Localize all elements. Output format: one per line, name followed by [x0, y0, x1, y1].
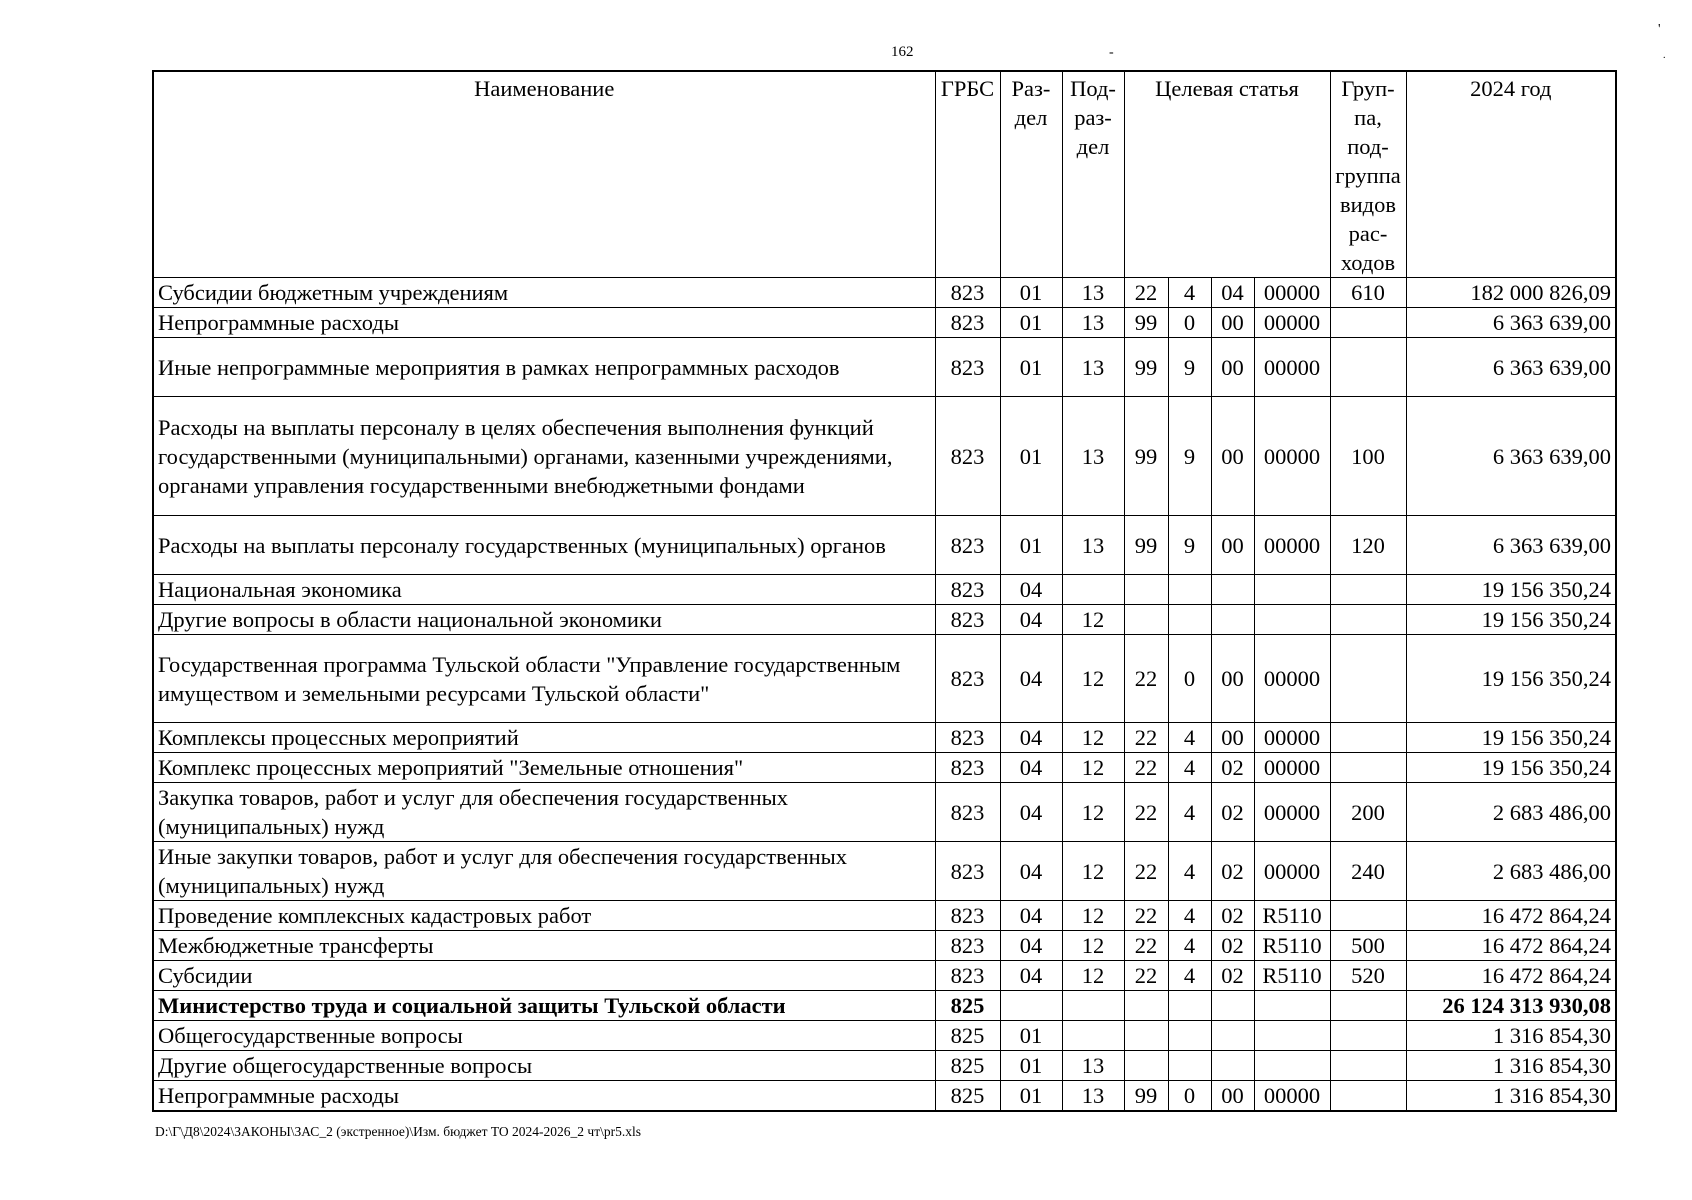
table-row [153, 308, 1616, 338]
cell-target-subtype: 04 [1211, 278, 1254, 308]
cell-target-subtype: 02 [1211, 753, 1254, 783]
cell-vr-group [1330, 635, 1406, 723]
table-row [153, 931, 1616, 961]
header-name: Наименование [153, 71, 935, 278]
cell-target-subtype: 02 [1211, 961, 1254, 991]
cell-target-type [1168, 1051, 1211, 1081]
corner-dot: . [1663, 50, 1666, 61]
table-row [153, 961, 1616, 991]
cell-vr-group: 120 [1330, 516, 1406, 575]
cell-razdel: 01 [1000, 1081, 1062, 1112]
cell-razdel: 04 [1000, 635, 1062, 723]
header-grbs: ГРБС [935, 71, 1000, 278]
header-razdel: Раз- дел [1000, 71, 1062, 278]
cell-target-type [1168, 575, 1211, 605]
cell-vr-group [1330, 1021, 1406, 1051]
cell-podrazdel: 13 [1062, 516, 1124, 575]
cell-target-direction: 00000 [1254, 635, 1330, 723]
cell-podrazdel [1062, 1021, 1124, 1051]
table-row [153, 635, 1616, 723]
cell-target-type [1168, 991, 1211, 1021]
cell-amount: 16 472 864,24 [1406, 961, 1616, 991]
cell-podrazdel: 13 [1062, 308, 1124, 338]
cell-vr-group [1330, 991, 1406, 1021]
cell-amount: 1 316 854,30 [1406, 1021, 1616, 1051]
cell-target-direction: R5110 [1254, 961, 1330, 991]
cell-target-direction: 00000 [1254, 783, 1330, 842]
table-body [153, 278, 1616, 1112]
cell-target-program: 99 [1124, 1081, 1168, 1112]
cell-podrazdel: 13 [1062, 1051, 1124, 1081]
cell-podrazdel: 13 [1062, 338, 1124, 397]
cell-grbs: 823 [935, 753, 1000, 783]
cell-vr-group: 520 [1330, 961, 1406, 991]
cell-podrazdel: 12 [1062, 605, 1124, 635]
cell-target-program: 99 [1124, 516, 1168, 575]
budget-table [152, 70, 1617, 1112]
cell-vr-group [1330, 901, 1406, 931]
cell-target-subtype [1211, 1021, 1254, 1051]
cell-podrazdel: 12 [1062, 783, 1124, 842]
table-row [153, 397, 1616, 516]
cell-vr-group: 240 [1330, 842, 1406, 901]
cell-name: Общегосударственные вопросы [153, 1021, 935, 1051]
page-number: 162 [891, 44, 914, 60]
cell-target-program: 22 [1124, 783, 1168, 842]
cell-target-type: 4 [1168, 753, 1211, 783]
cell-target-subtype: 02 [1211, 783, 1254, 842]
cell-target-program: 22 [1124, 931, 1168, 961]
cell-razdel: 04 [1000, 901, 1062, 931]
cell-target-direction: 00000 [1254, 516, 1330, 575]
cell-target-subtype: 02 [1211, 842, 1254, 901]
cell-target-subtype: 00 [1211, 1081, 1254, 1112]
cell-grbs: 823 [935, 338, 1000, 397]
table-row [153, 516, 1616, 575]
cell-podrazdel: 12 [1062, 842, 1124, 901]
cell-target-subtype [1211, 575, 1254, 605]
cell-vr-group [1330, 1051, 1406, 1081]
cell-vr-group: 100 [1330, 397, 1406, 516]
cell-vr-group: 200 [1330, 783, 1406, 842]
cell-target-type: 4 [1168, 278, 1211, 308]
cell-name: Иные непрограммные мероприятия в рамках непрограммных расходов [153, 338, 935, 397]
table-row [153, 901, 1616, 931]
cell-vr-group [1330, 723, 1406, 753]
cell-amount: 26 124 313 930,08 [1406, 991, 1616, 1021]
cell-target-type: 4 [1168, 901, 1211, 931]
cell-target-direction: 00000 [1254, 753, 1330, 783]
cell-target-subtype: 00 [1211, 516, 1254, 575]
cell-target-direction: R5110 [1254, 901, 1330, 931]
cell-amount: 6 363 639,00 [1406, 516, 1616, 575]
cell-podrazdel: 12 [1062, 931, 1124, 961]
cell-name: Государственная программа Тульской области "Управление государственным имуществом и земельными ресурсами Тульской области" [153, 635, 935, 723]
cell-name: Комплексы процессных мероприятий [153, 723, 935, 753]
table-row [153, 605, 1616, 635]
cell-target-subtype [1211, 991, 1254, 1021]
cell-name: Другие вопросы в области национальной экономики [153, 605, 935, 635]
cell-grbs: 823 [935, 397, 1000, 516]
cell-grbs: 823 [935, 783, 1000, 842]
cell-razdel: 01 [1000, 278, 1062, 308]
header-target-article: Целевая статья [1124, 71, 1330, 278]
cell-razdel: 01 [1000, 397, 1062, 516]
cell-target-subtype: 00 [1211, 338, 1254, 397]
cell-amount: 2 683 486,00 [1406, 783, 1616, 842]
cell-name: Проведение комплексных кадастровых работ [153, 901, 935, 931]
cell-target-type: 9 [1168, 397, 1211, 516]
cell-target-program [1124, 575, 1168, 605]
cell-target-direction [1254, 1051, 1330, 1081]
cell-razdel: 04 [1000, 961, 1062, 991]
cell-grbs: 823 [935, 723, 1000, 753]
cell-target-program [1124, 991, 1168, 1021]
cell-target-subtype: 00 [1211, 397, 1254, 516]
cell-amount: 6 363 639,00 [1406, 397, 1616, 516]
cell-target-program [1124, 605, 1168, 635]
cell-amount: 19 156 350,24 [1406, 605, 1616, 635]
cell-target-type: 0 [1168, 1081, 1211, 1112]
table-header-row [153, 71, 1616, 278]
cell-name: Непрограммные расходы [153, 308, 935, 338]
cell-razdel: 04 [1000, 842, 1062, 901]
table-row [153, 1081, 1616, 1112]
cell-target-direction [1254, 991, 1330, 1021]
cell-target-program: 22 [1124, 278, 1168, 308]
cell-amount: 6 363 639,00 [1406, 308, 1616, 338]
cell-target-program: 22 [1124, 753, 1168, 783]
cell-target-direction [1254, 575, 1330, 605]
cell-grbs: 823 [935, 901, 1000, 931]
cell-target-type: 0 [1168, 308, 1211, 338]
cell-vr-group [1330, 605, 1406, 635]
top-mark: - [1109, 45, 1114, 60]
cell-name: Иные закупки товаров, работ и услуг для обеспечения государственных (муниципальных) нужд [153, 842, 935, 901]
cell-target-type: 9 [1168, 338, 1211, 397]
cell-grbs: 823 [935, 575, 1000, 605]
cell-podrazdel: 13 [1062, 1081, 1124, 1112]
cell-vr-group [1330, 338, 1406, 397]
header-year: 2024 год [1406, 71, 1616, 278]
cell-amount: 1 316 854,30 [1406, 1051, 1616, 1081]
cell-target-direction: R5110 [1254, 931, 1330, 961]
cell-razdel: 04 [1000, 783, 1062, 842]
table-row [153, 1051, 1616, 1081]
cell-razdel: 04 [1000, 575, 1062, 605]
cell-amount: 16 472 864,24 [1406, 931, 1616, 961]
cell-name: Закупка товаров, работ и услуг для обеспечения государственных (муниципальных) нужд [153, 783, 935, 842]
cell-podrazdel: 12 [1062, 961, 1124, 991]
cell-razdel: 01 [1000, 1051, 1062, 1081]
cell-podrazdel: 13 [1062, 278, 1124, 308]
table-row [153, 842, 1616, 901]
table-row [153, 575, 1616, 605]
cell-target-program: 99 [1124, 397, 1168, 516]
cell-target-program [1124, 1051, 1168, 1081]
table-row [153, 753, 1616, 783]
cell-podrazdel: 12 [1062, 723, 1124, 753]
cell-vr-group: 500 [1330, 931, 1406, 961]
cell-vr-group [1330, 753, 1406, 783]
header-podrazdel: Под- раз- дел [1062, 71, 1124, 278]
header-vr-group: Груп- па, под- группа видов рас- ходов [1330, 71, 1406, 278]
cell-name: Министерство труда и социальной защиты Тульской области [153, 991, 935, 1021]
cell-razdel: 01 [1000, 1021, 1062, 1051]
cell-amount: 6 363 639,00 [1406, 338, 1616, 397]
cell-target-program: 22 [1124, 961, 1168, 991]
cell-target-direction: 00000 [1254, 723, 1330, 753]
cell-target-subtype [1211, 605, 1254, 635]
cell-target-program: 22 [1124, 842, 1168, 901]
cell-razdel: 04 [1000, 605, 1062, 635]
table-row [153, 723, 1616, 753]
cell-amount: 19 156 350,24 [1406, 723, 1616, 753]
table-row [153, 278, 1616, 308]
cell-target-program: 99 [1124, 308, 1168, 338]
cell-razdel: 04 [1000, 723, 1062, 753]
cell-target-subtype [1211, 1051, 1254, 1081]
cell-target-direction: 00000 [1254, 338, 1330, 397]
cell-razdel [1000, 991, 1062, 1021]
cell-grbs: 823 [935, 931, 1000, 961]
cell-grbs: 823 [935, 961, 1000, 991]
cell-podrazdel [1062, 575, 1124, 605]
cell-amount: 182 000 826,09 [1406, 278, 1616, 308]
cell-grbs: 825 [935, 1021, 1000, 1051]
cell-podrazdel: 12 [1062, 901, 1124, 931]
corner-mark: ' [1658, 22, 1661, 37]
cell-vr-group [1330, 1081, 1406, 1112]
cell-name: Межбюджетные трансферты [153, 931, 935, 961]
cell-razdel: 01 [1000, 308, 1062, 338]
cell-grbs: 823 [935, 308, 1000, 338]
cell-name: Расходы на выплаты персоналу государственных (муниципальных) органов [153, 516, 935, 575]
cell-target-program: 22 [1124, 635, 1168, 723]
cell-target-subtype: 02 [1211, 901, 1254, 931]
cell-vr-group: 610 [1330, 278, 1406, 308]
cell-target-program: 22 [1124, 723, 1168, 753]
cell-name: Национальная экономика [153, 575, 935, 605]
cell-target-subtype: 00 [1211, 308, 1254, 338]
cell-target-direction [1254, 605, 1330, 635]
cell-grbs: 825 [935, 1081, 1000, 1112]
footer-file-path: D:\Г\Д8\2024\ЗАКОНЫ\ЗАС_2 (экстренное)\Изм. бюджет ТО 2024-2026_2 чт\pr5.xls [155, 1124, 641, 1139]
cell-target-type: 4 [1168, 783, 1211, 842]
cell-razdel: 04 [1000, 753, 1062, 783]
cell-target-direction: 00000 [1254, 278, 1330, 308]
cell-grbs: 823 [935, 635, 1000, 723]
cell-target-program [1124, 1021, 1168, 1051]
cell-target-direction: 00000 [1254, 1081, 1330, 1112]
cell-grbs: 825 [935, 991, 1000, 1021]
cell-target-direction: 00000 [1254, 842, 1330, 901]
cell-grbs: 823 [935, 605, 1000, 635]
cell-grbs: 825 [935, 1051, 1000, 1081]
cell-razdel: 01 [1000, 338, 1062, 397]
cell-podrazdel: 12 [1062, 635, 1124, 723]
cell-target-subtype: 00 [1211, 635, 1254, 723]
cell-podrazdel: 13 [1062, 397, 1124, 516]
cell-target-direction: 00000 [1254, 397, 1330, 516]
cell-grbs: 823 [935, 516, 1000, 575]
cell-name: Непрограммные расходы [153, 1081, 935, 1112]
cell-name: Расходы на выплаты персоналу в целях обеспечения выполнения функций государственными (муниципальными) органами, казенными учреждениями, органами управления государственными внебюджетными фондами [153, 397, 935, 516]
cell-name: Субсидии бюджетным учреждениям [153, 278, 935, 308]
cell-amount: 19 156 350,24 [1406, 635, 1616, 723]
cell-grbs: 823 [935, 278, 1000, 308]
cell-amount: 16 472 864,24 [1406, 901, 1616, 931]
cell-vr-group [1330, 575, 1406, 605]
cell-podrazdel: 12 [1062, 753, 1124, 783]
cell-grbs: 823 [935, 842, 1000, 901]
cell-razdel: 04 [1000, 931, 1062, 961]
cell-amount: 19 156 350,24 [1406, 753, 1616, 783]
cell-amount: 19 156 350,24 [1406, 575, 1616, 605]
cell-target-type [1168, 1021, 1211, 1051]
cell-target-subtype: 00 [1211, 723, 1254, 753]
cell-target-type: 4 [1168, 961, 1211, 991]
cell-target-direction [1254, 1021, 1330, 1051]
table-row [153, 783, 1616, 842]
cell-target-type: 9 [1168, 516, 1211, 575]
cell-target-type: 4 [1168, 723, 1211, 753]
table-row [153, 1021, 1616, 1051]
cell-target-program: 22 [1124, 901, 1168, 931]
cell-target-subtype: 02 [1211, 931, 1254, 961]
cell-target-type: 0 [1168, 635, 1211, 723]
cell-razdel: 01 [1000, 516, 1062, 575]
cell-name: Другие общегосударственные вопросы [153, 1051, 935, 1081]
table-row [153, 338, 1616, 397]
cell-target-type: 4 [1168, 931, 1211, 961]
cell-name: Комплекс процессных мероприятий "Земельные отношения" [153, 753, 935, 783]
cell-target-program: 99 [1124, 338, 1168, 397]
table-row [153, 991, 1616, 1021]
cell-target-type: 4 [1168, 842, 1211, 901]
cell-target-type [1168, 605, 1211, 635]
cell-podrazdel [1062, 991, 1124, 1021]
cell-name: Субсидии [153, 961, 935, 991]
cell-target-direction: 00000 [1254, 308, 1330, 338]
cell-amount: 1 316 854,30 [1406, 1081, 1616, 1112]
cell-vr-group [1330, 308, 1406, 338]
cell-amount: 2 683 486,00 [1406, 842, 1616, 901]
